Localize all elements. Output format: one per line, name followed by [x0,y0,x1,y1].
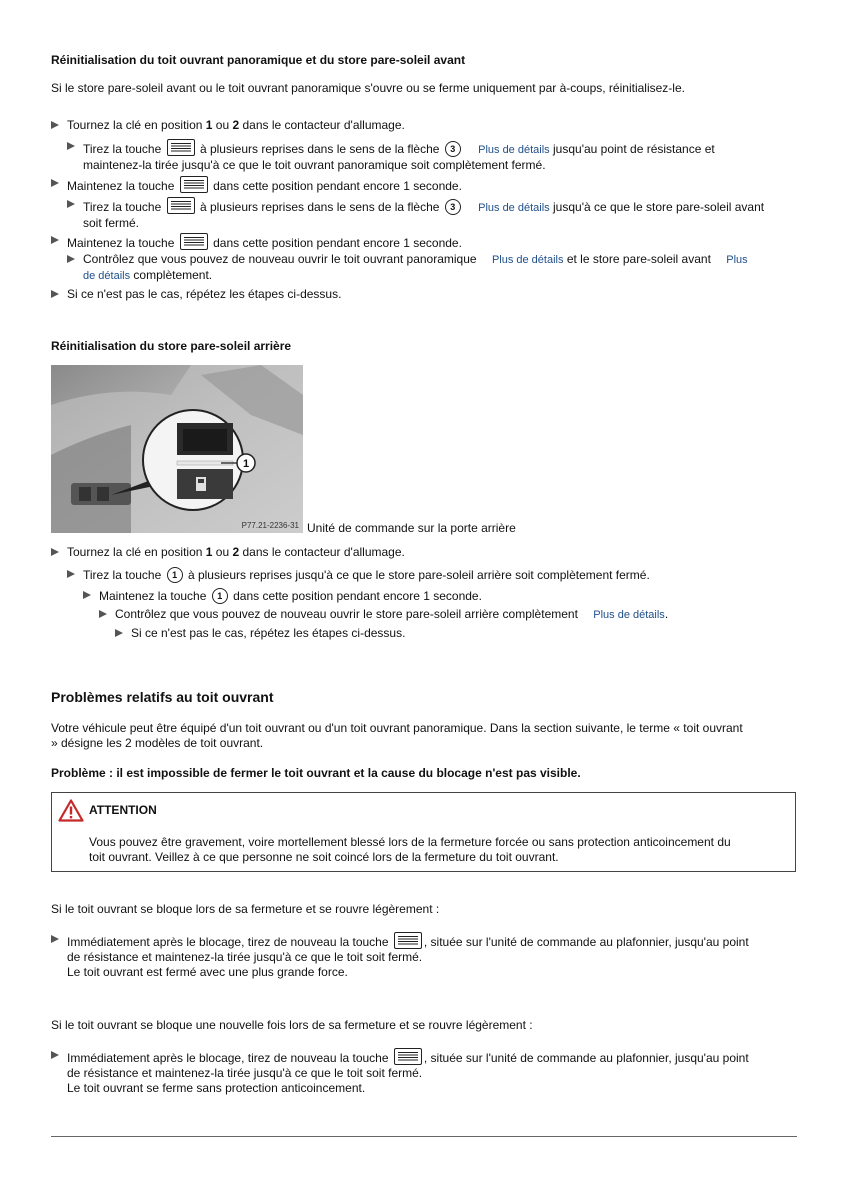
paragraph-intro-problems: Votre véhicule peut être équipé d'un toit ouvrant ou d'un toit ouvrant panoramique. Dans la section suivante, le terme « toit ouvrant » désigne les 2 modèles de toit ouvrant. [51,721,743,750]
arrow-number-icon: 3 [445,199,461,215]
rear-step-repeat: Si ce n'est pas le cas, répétez les étapes ci-dessus. [115,626,405,641]
paragraph-intro-front: Si le store pare-soleil avant ou le toit ouvrant panoramique s'ouvre ou se ferme uniquement par à-coups, réinitialisez-le. [51,81,685,95]
details-link[interactable]: Plus de détails [593,609,665,621]
overhead-switch-icon [394,932,422,949]
section-title-problems: Problèmes relatifs au toit ouvrant [51,689,274,705]
bullet-arrow-icon [51,236,59,244]
bullet-arrow-icon [67,255,75,263]
bullet-arrow-icon [67,142,75,150]
details-link[interactable]: Plus [726,254,748,266]
footer-divider [51,1136,797,1137]
step-check-open: Contrôlez que vous pouvez de nouveau ouvrir le toit ouvrant panoramique Plus de détails et le store pare-soleil avant Plus de détails complètement. [67,252,813,284]
bullet-arrow-icon [99,610,107,618]
bullet-arrow-icon [83,591,91,599]
switch-number-icon: 1 [212,588,228,604]
section-title-front-reset: Réinitialisation du toit ouvrant panoramique et du store pare-soleil avant [51,53,466,67]
bullet-arrow-icon [67,200,75,208]
bullet-arrow-icon [67,570,75,578]
step-repeat: Si ce n'est pas le cas, répétez les étapes ci-dessus. [51,287,341,302]
details-link[interactable]: Plus de détails [478,144,550,156]
step-hold-switch-1: Maintenez la touche dans cette position pendant encore 1 seconde. [51,176,462,194]
image-callout-label: 1 [242,458,250,470]
warning-box [51,792,796,872]
rear-step-pull-switch: Tirez la touche 1 à plusieurs reprises jusqu'à ce que le store pare-soleil arrière soit complètement fermé. [67,567,650,583]
step-pull-switch-sunblind: Tirez la touche à plusieurs reprises dans le sens de la flèche 3 Plus de détails jusqu'à ce que le store pare-soleil avant soit fermé. [67,197,823,231]
step-hold-switch-2: Maintenez la touche dans cette position pendant encore 1 seconde. [51,233,462,251]
warning-title: ATTENTION [89,803,157,817]
case2-step: Immédiatement après le blocage, tirez de nouveau la touche , située sur l'unité de commande au plafonnier, jusqu'au point de résistance et maintenez-la tirée jusqu'à ce que le toit soit fermé. Le toit ouvrant se ferme sans protection anticoincement. [51,1048,807,1096]
door-control-image [51,365,303,533]
overhead-switch-icon [394,1048,422,1065]
bullet-arrow-icon [51,290,59,298]
bullet-arrow-icon [51,1051,59,1059]
step-pull-switch-roof: Tirez la touche à plusieurs reprises dans le sens de la flèche 3 Plus de détails jusqu'au point de résistance et maintenez-la tirée jusqu'à ce que le toit ouvrant panoramique soit complètement fermé. [67,139,803,173]
bullet-arrow-icon [51,548,59,556]
warning-triangle-icon [58,799,84,822]
overhead-switch-icon [167,197,195,214]
overhead-switch-icon [180,233,208,250]
case1-step: Immédiatement après le blocage, tirez de nouveau la touche , située sur l'unité de commande au plafonnier, jusqu'au point de résistance et maintenez-la tirée jusqu'à ce que le toit soit fermé. Le toit ouvrant est fermé avec une plus grande force. [51,932,807,980]
details-link[interactable]: de détails [83,270,131,282]
case1-intro: Si le toit ouvrant se bloque lors de sa fermeture et se rouvre légèrement : [51,902,440,916]
section-title-rear-reset: Réinitialisation du store pare-soleil arrière [51,339,292,353]
switch-number-icon: 1 [167,567,183,583]
bullet-arrow-icon [51,935,59,943]
door-control-illustration [51,365,303,533]
step-key-position: Tournez la clé en position 1 ou 2 dans le contacteur d'allumage. [51,118,405,133]
bullet-arrow-icon [115,629,123,637]
arrow-number-icon: 3 [445,141,461,157]
details-link[interactable]: Plus de détails [491,254,564,266]
image-code-label: P77.21-2236-31 [241,521,299,530]
warning-text: Vous pouvez être gravement, voire mortellement blessé lors de la fermeture forcée ou sans protection anticoincement du toit ouvrant. Veillez à ce que personne ne soit coincé lors de la fermeture du toit ouvrant. [89,835,731,864]
image-caption: Unité de commande sur la porte arrière [307,521,516,535]
bullet-arrow-icon [51,179,59,187]
problem-heading: Problème : il est impossible de fermer le toit ouvrant et la cause du blocage n'est pas visible. [51,766,581,780]
case2-intro: Si le toit ouvrant se bloque une nouvelle fois lors de sa fermeture et se rouvre légèrement : [51,1018,533,1032]
rear-step-check-open: Contrôlez que vous pouvez de nouveau ouvrir le store pare-soleil arrière complètement Plus de détails. [99,607,668,623]
rear-step-key-position: Tournez la clé en position 1 ou 2 dans le contacteur d'allumage. [51,545,405,560]
bullet-arrow-icon [51,121,59,129]
overhead-switch-icon [167,139,195,156]
overhead-switch-icon [180,176,208,193]
rear-step-hold-switch: Maintenez la touche 1 dans cette position pendant encore 1 seconde. [83,588,482,604]
details-link[interactable]: Plus de détails [478,202,550,214]
